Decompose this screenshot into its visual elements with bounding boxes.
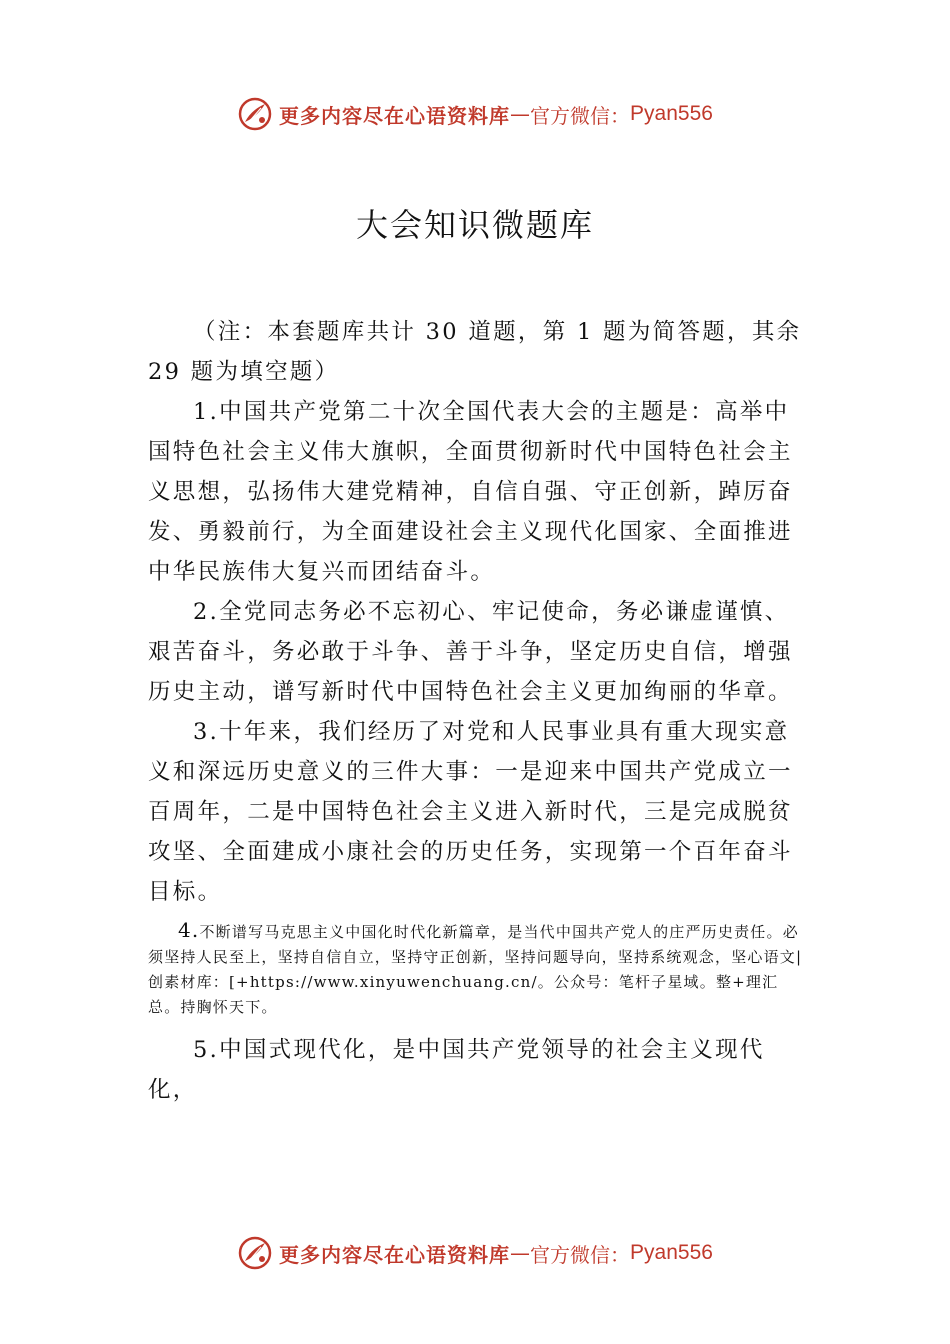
document-body <box>148 312 808 1110</box>
banner-separator: — <box>510 1241 531 1265</box>
banner-text: 更多内容尽在心语资料库 <box>279 103 511 128</box>
question-2: 2.全党同志务必不忘初心、牢记使命，务必谦虚谨慎、艰苦奋斗，务必敢于斗争、善于斗争，坚定历史自信，增强历史主动，谱写新时代中国特色社会主义更加绚丽的华章。 <box>148 599 793 705</box>
question-4-text: 不断谱写马克思主义中国化时代化新篇章，是当代中国共产党人的庄严历史责任。必须坚持人民至上，坚持自信自立，坚持守正创新，坚持问题导向，坚持系统观念，坚心语文|创素材库：[+https://www.xinyuwenchuang.cn/。公众号：笔杆子星域。整+理汇总。持胸怀天下。 <box>148 923 803 1016</box>
question-4-number: 4. <box>178 918 200 942</box>
note-paragraph: （注：本套题库共计 30 道题，第 1 题为简答题，其余 29 题为填空题） <box>148 319 802 385</box>
banner-wechat-label: 官方微信： <box>530 1242 631 1267</box>
header-banner <box>0 94 950 134</box>
banner-wechat-id: Pyan556 <box>630 102 713 125</box>
banner-text: 更多内容尽在心语资料库 <box>279 1242 511 1267</box>
banner-separator: — <box>510 102 531 126</box>
question-4 <box>148 918 808 1020</box>
quill-logo-icon <box>237 1235 273 1271</box>
question-1: 1.中国共产党第二十次全国代表大会的主题是：高举中国特色社会主义伟大旗帜，全面贯彻新时代中国特色社会主义思想，弘扬伟大建党精神，自信自强、守正创新，踔厉奋发、勇毅前行，为全面建设社会主义现代化国家、全面推进中华民族伟大复兴而团结奋斗。 <box>148 399 793 585</box>
quill-logo-icon <box>237 96 273 132</box>
banner-wechat-label: 官方微信： <box>530 103 631 128</box>
footer-banner <box>0 1233 950 1273</box>
question-3: 3.十年来，我们经历了对党和人民事业具有重大现实意义和深远历史意义的三件大事：一是迎来中国共产党成立一百周年，二是中国特色社会主义进入新时代，三是完成脱贫攻坚、全面建成小康社会的历史任务，实现第一个百年奋斗目标。 <box>148 719 793 905</box>
document-title: 大会知识微题库 <box>355 206 594 244</box>
question-5: 5.中国式现代化，是中国共产党领导的社会主义现代化， <box>148 1037 765 1103</box>
banner-wechat-id: Pyan556 <box>630 1241 713 1264</box>
